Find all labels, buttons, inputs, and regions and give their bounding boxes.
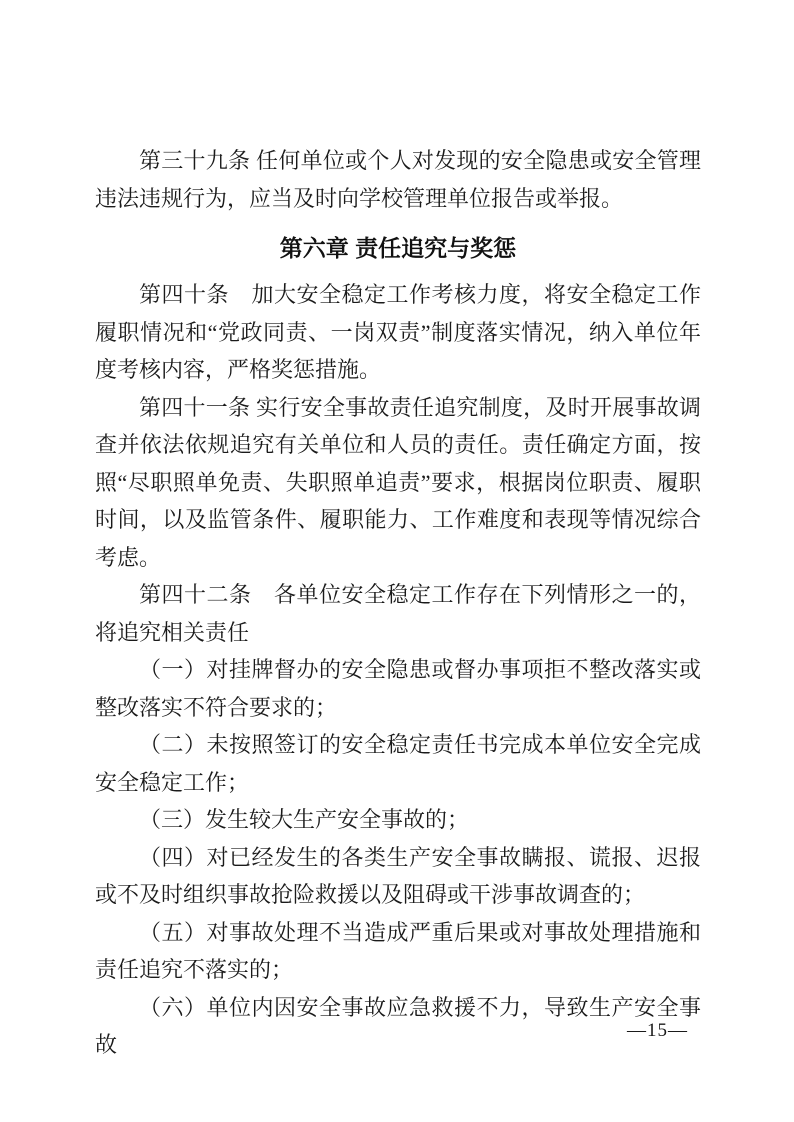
article-41-paragraph: 第四十一条 实行安全事故责任追究制度，及时开展事故调查并依法依规追究有关单位和人员的责任。责任确定方面，按照“尽职照单免责、失职照单追责”要求，根据岗位职责、履职时间，以及监管条件、履职能力、工作难度和表现等情况综合考虑。: [95, 394, 702, 570]
article-42-item-4: （四）对已经发生的各类生产安全事故瞒报、谎报、迟报或不及时组织事故抢险救援以及阻碍或干涉事故调查的；: [95, 844, 701, 907]
page-number: —15—: [627, 1020, 688, 1041]
article-42-item-1: （一）对挂牌督办的安全隐患或督办事项拒不整改落实或整改落实不符合要求的；: [95, 657, 701, 720]
article-42-item-2: （二）未按照签订的安全稳定责任书完成本单位安全完成安全稳定工作；: [95, 732, 701, 795]
article-42-item-3: （三）发生较大生产安全事故的；: [139, 807, 470, 832]
chapter-6-heading: 第六章 责任追究与奖惩: [279, 235, 517, 261]
article-39-paragraph: 第三十九条 任何单位或个人对发现的安全隐患或安全管理违法违规行为，应当及时向学校管理单位报告或举报。: [95, 148, 701, 211]
article-42-item-6: （六）单位内因安全事故应急救援不力，导致生产安全事故: [95, 994, 701, 1057]
article-40-paragraph: 第四十条 加大安全稳定工作考核力度，将安全稳定工作履职情况和“党政同责、一岗双责”制度落实情况，纳入单位年度考核内容，严格奖惩措施。: [95, 282, 702, 382]
article-42-intro-paragraph: 第四十二条 各单位安全稳定工作存在下列情形之一的，将追究相关责任: [95, 582, 701, 645]
page-content: [95, 142, 701, 1064]
article-42-item-5: （五）对事故处理不当造成严重后果或对事故处理措施和责任追究不落实的；: [95, 919, 701, 982]
